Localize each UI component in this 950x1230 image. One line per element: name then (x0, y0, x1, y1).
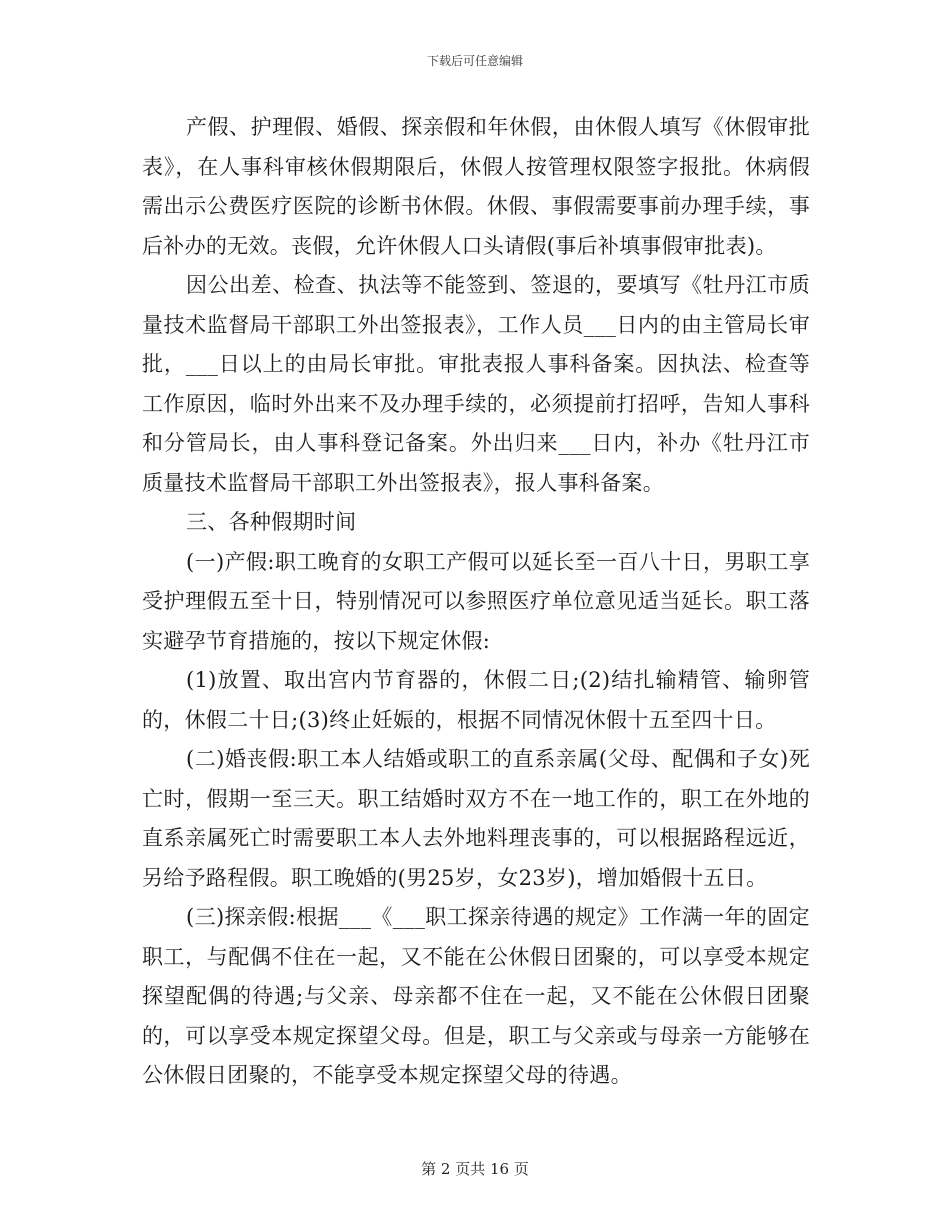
paragraph-family-visit-leave: (三)探亲假:根据___《___职工探亲待遇的规定》工作满一年的固定职工，与配偶不住在一起，又不能在公休假日团聚的，可以享受本规定探望配偶的待遇;与父亲、母亲都不住在一起，又不能在公休假日团聚的，可以享受本规定探望父母。但是，职工与父亲或与母亲一方能够在公休假日团聚的，不能享受本规定探望父母的待遇。 (142, 905, 810, 1087)
paragraph-leave-approval: 产假、护理假、婚假、探亲假和年休假，由休假人填写《休假审批表》，在人事科审核休假期限后，休假人按管理权限签字报批。休病假需出示公费医疗医院的诊断书休假。休假、事假需要事前办理手续，事后补办的无效。丧假，允许休假人口头请假(事后补填事假审批表)。 (142, 115, 810, 258)
page-number: 第 2 页共 16 页 (421, 1160, 529, 1178)
paragraph-maternity-leave: (一)产假:职工晚育的女职工产假可以延长至一百八十日，男职工享受护理假五至十日，特别情况可以参照医疗单位意见适当延长。职工落实避孕节育措施的，按以下规定休假: (142, 549, 810, 653)
page-header: 下载后可任意编辑 (426, 54, 523, 68)
paragraph-business-trip: 因公出差、检查、执法等不能签到、签退的，要填写《牡丹江市质量技术监督局干部职工外出签报表》，工作人员___日内的由主管局长审批，___日以上的由局长审批。审批表报人事科备案。因执法、检查等工作原因，临时外出来不及办理手续的，必须提前打招呼，告知人事科和分管局长，由人事科登记备案。外出归来___日内，补办《牡丹江市质量技术监督局干部职工外出签报表》，报人事科备案。 (142, 273, 810, 495)
paragraph-marriage-funeral-leave: (二)婚丧假:职工本人结婚或职工的直系亲属(父母、配偶和子女)死亡时，假期一至三天。职工结婚时双方不在一地工作的，职工在外地的直系亲属死亡时需要职工本人去外地料理丧事的，可以根据路程远近，另给予路程假。职工晚婚的(男25岁，女23岁)，增加婚假十五日。 (142, 747, 810, 890)
document-body (142, 108, 810, 1096)
paragraph-contraception-leave: (1)放置、取出宫内节育器的，休假二日;(2)结扎输精管、输卵管的，休假二十日;(3)终止妊娠的，根据不同情况休假十五至四十日。 (142, 668, 810, 732)
section-heading-leave-periods: 三、各种假期时间 (186, 510, 357, 534)
